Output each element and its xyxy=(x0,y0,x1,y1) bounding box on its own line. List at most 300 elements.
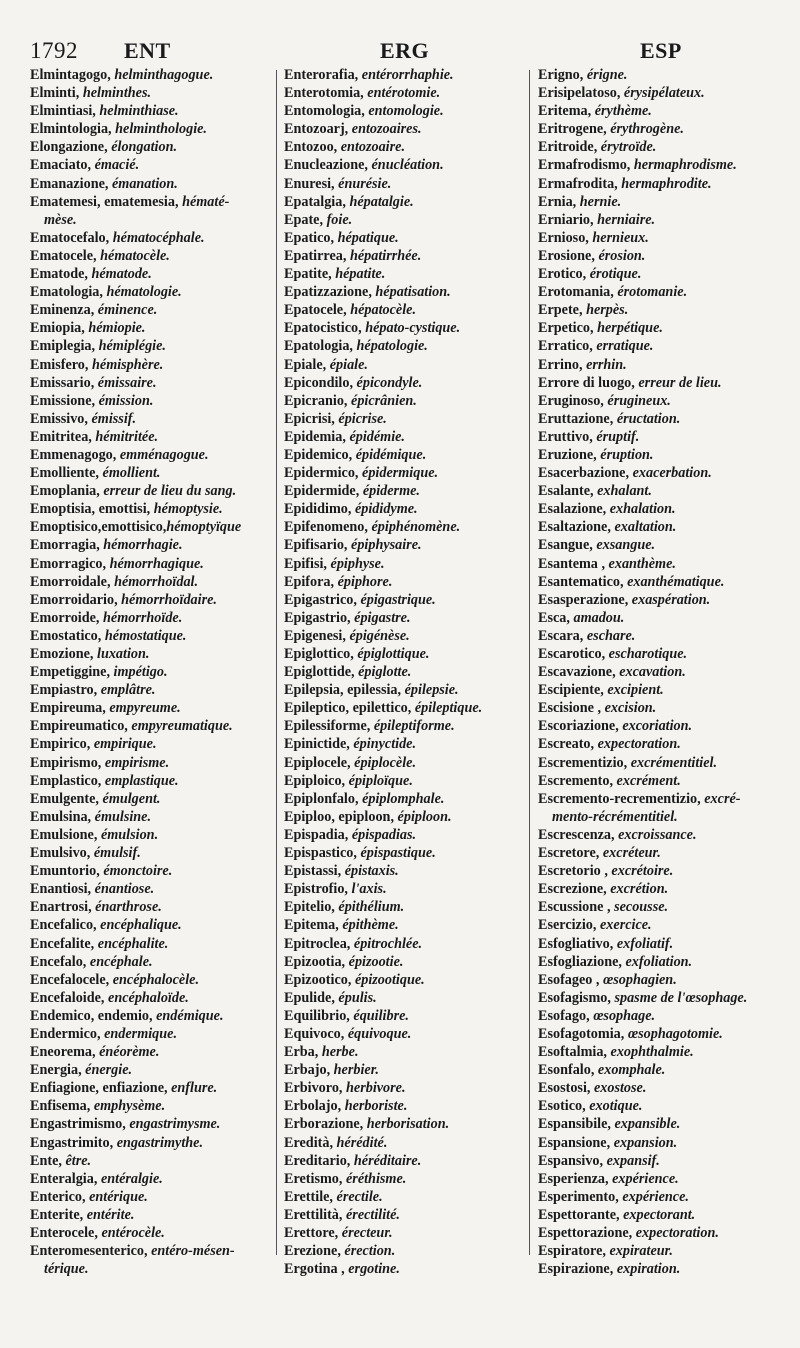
dictionary-entry xyxy=(30,428,292,446)
entry-translation: herbe. xyxy=(321,1044,359,1061)
entry-translation: helminthiase. xyxy=(99,103,179,120)
entry-term: Eruginoso, xyxy=(538,392,608,409)
dictionary-entry xyxy=(538,591,796,609)
entry-translation: exotique. xyxy=(589,1098,643,1115)
dictionary-entry xyxy=(538,536,796,554)
entry-translation: encéphalique. xyxy=(100,917,182,934)
entry-term: Epicondilo, xyxy=(284,374,357,391)
dictionary-entry xyxy=(538,193,796,211)
dictionary-entry xyxy=(538,138,796,156)
entry-term: Emisfero, xyxy=(30,356,92,373)
entry-term: Entomologia, xyxy=(284,103,369,120)
entry-translation: excipient. xyxy=(607,682,664,699)
entry-term: Epifisario, xyxy=(284,537,352,554)
dictionary-entry xyxy=(538,862,796,880)
dictionary-entry xyxy=(30,1134,292,1152)
dictionary-entry xyxy=(538,609,796,627)
dictionary-entry xyxy=(284,356,546,374)
entry-translation: entozoaire. xyxy=(340,139,405,156)
entry-term: Epatologia, xyxy=(284,338,357,355)
entry-term: Epatocistico, xyxy=(284,320,366,337)
entry-term: Emplastico, xyxy=(30,772,105,789)
entry-term: Epistrofio, xyxy=(284,881,352,898)
dictionary-entry xyxy=(538,645,796,663)
entry-term: Escretore, xyxy=(538,845,603,862)
entry-translation: exostose. xyxy=(593,1080,647,1097)
dictionary-entry xyxy=(30,717,292,735)
dictionary-entry xyxy=(538,410,796,428)
entry-translation: excréteur. xyxy=(602,845,661,862)
entry-term: Ernia, xyxy=(538,193,580,210)
dictionary-entry xyxy=(538,229,796,247)
entry-translation: œsophage. xyxy=(593,1007,656,1024)
entry-term: Enterocele, xyxy=(30,1225,102,1241)
entry-term: Erotico, xyxy=(538,266,590,283)
entry-term: Enuresi, xyxy=(284,175,339,192)
entry-term: Eretismo, xyxy=(284,1170,346,1187)
entry-term: Ermafrodismo, xyxy=(538,157,634,174)
entry-translation: expectoration. xyxy=(635,1225,719,1241)
entry-translation: exercice. xyxy=(600,917,652,934)
entry-term: Ermafrodita, xyxy=(538,175,622,192)
entry-translation: équilibre. xyxy=(353,1007,409,1024)
entry-term: Ente, xyxy=(30,1152,66,1169)
entry-translation: épistaxis. xyxy=(344,863,399,880)
dictionary-entry xyxy=(284,971,546,989)
dictionary-entry xyxy=(284,428,546,446)
entry-translation: mento-récrémentitiel. xyxy=(552,808,678,825)
entry-term: Eneorema, xyxy=(30,1044,100,1061)
entry-translation: épiploon. xyxy=(397,808,452,825)
entry-term: Epicrisi, xyxy=(284,410,339,427)
dictionary-entry xyxy=(284,898,546,916)
dictionary-entry xyxy=(284,446,546,464)
dictionary-entry xyxy=(538,971,796,989)
entry-term: Epilepsia, epilessia, xyxy=(284,682,405,699)
entry-translation: eschare. xyxy=(586,627,636,644)
entry-translation: errhin. xyxy=(586,356,627,373)
entry-term: Epidermico, xyxy=(284,465,363,482)
entry-term: Epiplonfalo, xyxy=(284,790,363,807)
entry-term: Eruzione, xyxy=(538,446,601,463)
dictionary-entry xyxy=(538,880,796,898)
entry-translation: héréditaire. xyxy=(353,1152,422,1169)
entry-translation: hémiplégie. xyxy=(98,338,166,355)
entry-term: Emmenagogo, xyxy=(30,446,120,463)
entry-translation: équivoque. xyxy=(347,1025,412,1042)
dictionary-entry xyxy=(538,1206,796,1224)
entry-translation: érotique. xyxy=(589,266,642,283)
entry-translation: hémostatique. xyxy=(104,627,187,644)
dictionary-entry xyxy=(30,971,292,989)
dictionary-entry xyxy=(30,211,292,229)
entry-translation: engastrimythe. xyxy=(116,1134,204,1151)
dictionary-entry xyxy=(30,1043,292,1061)
entry-translation: hémorrhoïdaire. xyxy=(121,591,217,608)
entry-translation: épiderme. xyxy=(362,483,420,500)
entry-term: Emorragico, xyxy=(30,555,110,572)
entry-translation: empyreumatique. xyxy=(131,718,233,735)
entry-term: Epitema, xyxy=(284,917,343,934)
entry-term: Epatizzazione, xyxy=(284,284,376,301)
entry-term: Elmintologia, xyxy=(30,121,116,138)
entry-translation: expansion. xyxy=(613,1134,678,1151)
entry-translation: hépato-cystique. xyxy=(365,320,461,337)
entry-translation: érectilité. xyxy=(346,1206,400,1223)
entry-term: Esalante, xyxy=(538,483,598,500)
entry-translation: luxation. xyxy=(97,646,150,662)
entry-term: Esfogliativo, xyxy=(538,935,617,952)
entry-translation: énergie. xyxy=(85,1062,133,1079)
entry-term: Emorroide, xyxy=(30,609,104,626)
dictionary-entry xyxy=(538,989,796,1007)
entry-translation: excroissance. xyxy=(618,826,697,843)
entry-term: Encefaloide, xyxy=(30,989,109,1006)
entry-term: Emitritea, xyxy=(30,428,96,445)
dictionary-entry xyxy=(30,337,292,355)
dictionary-entry xyxy=(284,1242,546,1260)
entry-term: Epate, xyxy=(284,211,327,228)
dictionary-entry xyxy=(30,156,292,174)
entry-term: Epizootia, xyxy=(284,953,349,970)
dictionary-entry xyxy=(284,193,546,211)
dictionary-entry xyxy=(30,518,292,536)
dictionary-entry xyxy=(30,862,292,880)
dictionary-entry xyxy=(284,591,546,609)
entry-translation: émonctoire. xyxy=(103,863,173,880)
entry-term: Esacerbazione, xyxy=(538,465,633,482)
dictionary-entry xyxy=(284,808,546,826)
entry-term: Esantematico, xyxy=(538,573,628,590)
entry-translation: expectorant. xyxy=(623,1206,696,1223)
dictionary-entry xyxy=(538,1242,796,1260)
dictionary-entry xyxy=(284,735,546,753)
dictionary-entry xyxy=(284,573,546,591)
entry-term: Epilessiforme, xyxy=(284,718,374,735)
entry-term: Espansibile, xyxy=(538,1116,615,1133)
entry-translation: encéphale. xyxy=(89,953,153,970)
entry-translation: helminthes. xyxy=(82,85,152,102)
entry-translation: érythrogène. xyxy=(610,121,684,138)
dictionary-entry xyxy=(538,446,796,464)
entry-term: Emulgente, xyxy=(30,790,103,807)
entry-term: Ematocele, xyxy=(30,247,101,264)
entry-term: Erosione, xyxy=(538,247,599,264)
dictionary-entry xyxy=(538,826,796,844)
running-head-right: ESP xyxy=(640,38,682,63)
dictionary-entry xyxy=(538,66,796,84)
entry-term: Ematocefalo, xyxy=(30,229,113,246)
dictionary-entry xyxy=(538,573,796,591)
dictionary-entry xyxy=(30,1079,292,1097)
entry-translation: hémorrhagie. xyxy=(103,537,183,554)
dictionary-entry xyxy=(30,464,292,482)
dictionary-entry xyxy=(284,500,546,518)
dictionary-entry xyxy=(284,211,546,229)
dictionary-entry xyxy=(538,265,796,283)
entry-term: Espiratore, xyxy=(538,1243,610,1260)
entry-term: Espettorazione, xyxy=(538,1225,636,1241)
dictionary-entry xyxy=(30,102,292,120)
entry-term: Elminti, xyxy=(30,85,83,102)
entry-term: Erisipelatoso, xyxy=(538,85,624,102)
entry-translation: exsangue. xyxy=(596,537,656,554)
entry-term: Enterico, xyxy=(30,1188,90,1205)
entry-term: Escrescenza, xyxy=(538,826,619,843)
dictionary-entry xyxy=(538,1115,796,1133)
entry-translation: hématologie. xyxy=(106,284,182,301)
dictionary-entry xyxy=(30,1025,292,1043)
dictionary-entry xyxy=(538,211,796,229)
dictionary-entry xyxy=(284,156,546,174)
entry-term: Elongazione, xyxy=(30,139,112,156)
entry-translation: exhalant. xyxy=(597,483,652,500)
dictionary-entry xyxy=(284,717,546,735)
dictionary-entry xyxy=(538,247,796,265)
dictionary-entry xyxy=(284,247,546,265)
dictionary-entry xyxy=(538,1061,796,1079)
dictionary-entry xyxy=(284,1188,546,1206)
entry-translation: énantiose. xyxy=(94,881,155,898)
entry-term: Errore di luogo, xyxy=(538,374,639,391)
entry-translation: épiale. xyxy=(329,356,368,373)
entry-translation: érotomanie. xyxy=(617,284,688,301)
dictionary-entry xyxy=(284,1097,546,1115)
entry-term: Epidermide, xyxy=(284,483,363,500)
entry-term: Epulide, xyxy=(284,989,339,1006)
entry-term: Endermico, xyxy=(30,1025,105,1042)
dictionary-entry xyxy=(30,356,292,374)
dictionary-entry xyxy=(30,1097,292,1115)
entry-term: Enterorafia, xyxy=(284,67,362,83)
entry-translation: énurésie. xyxy=(338,175,392,192)
entry-translation: hématocéphale. xyxy=(112,229,205,246)
entry-term: Empireuma, xyxy=(30,700,110,717)
entry-translation: entérotomie. xyxy=(367,85,441,102)
dictionary-entry xyxy=(284,66,546,84)
dictionary-entry xyxy=(30,1260,292,1278)
dictionary-entry xyxy=(284,229,546,247)
dictionary-entry xyxy=(30,410,292,428)
entry-term: Enteralgia, xyxy=(30,1170,101,1187)
entry-translation: épidémie. xyxy=(349,428,405,445)
entry-term: Eritroide, xyxy=(538,139,601,156)
dictionary-entry xyxy=(538,1188,796,1206)
entry-term: Epileptico, epilettico, xyxy=(284,700,415,717)
entry-translation: épithélium. xyxy=(338,899,405,916)
entry-translation: épidémique. xyxy=(355,446,427,463)
dictionary-entry xyxy=(538,464,796,482)
entry-translation: excrétion. xyxy=(610,881,669,898)
dictionary-entry xyxy=(538,699,796,717)
entry-term: Escremento-recrementizio, xyxy=(538,790,705,807)
dictionary-entry xyxy=(30,175,292,193)
entry-translation: ergotine. xyxy=(348,1261,400,1278)
entry-translation: épigastrique. xyxy=(360,591,436,608)
entry-translation: enflure. xyxy=(171,1080,218,1097)
dictionary-entry xyxy=(30,989,292,1007)
entry-translation: excré- xyxy=(704,790,741,807)
entry-translation: entomologie. xyxy=(368,103,444,120)
entry-term: Esofago, xyxy=(538,1007,594,1024)
entry-translation: endémique. xyxy=(156,1007,224,1024)
dictionary-entry xyxy=(30,500,292,518)
entry-term: Ergotina , xyxy=(284,1261,349,1278)
entry-translation: expansif. xyxy=(606,1152,660,1169)
entry-translation: énéorème. xyxy=(99,1044,160,1061)
dictionary-entry xyxy=(538,156,796,174)
entry-translation: expectoration. xyxy=(597,736,681,753)
dictionary-entry xyxy=(284,1134,546,1152)
entry-translation: exhalation. xyxy=(609,501,676,518)
entry-translation: épididyme. xyxy=(354,501,418,518)
entry-translation: exanthème. xyxy=(608,555,676,572)
entry-term: Epatalgia, xyxy=(284,193,350,210)
entry-term: Epiglottico, xyxy=(284,646,358,662)
entry-term: Epispadia, xyxy=(284,826,352,843)
entry-translation: expérience. xyxy=(612,1170,679,1187)
entry-term: Escussione , xyxy=(538,899,615,916)
entry-term: Esoftalmia, xyxy=(538,1044,611,1061)
entry-term: Espansione, xyxy=(538,1134,614,1151)
entry-translation: émacié. xyxy=(94,157,140,174)
dictionary-entry xyxy=(30,627,292,645)
entry-translation: épileptiforme. xyxy=(373,718,455,735)
entry-term: Esantema , xyxy=(538,555,609,572)
dictionary-entry xyxy=(30,193,292,211)
entry-term: Enartrosi, xyxy=(30,899,96,916)
dictionary-entry xyxy=(538,1079,796,1097)
dictionary-entry xyxy=(538,120,796,138)
entry-term: Esperienza, xyxy=(538,1170,613,1187)
dictionary-entry xyxy=(284,301,546,319)
entry-translation: hémorrhoïde. xyxy=(103,609,183,626)
dictionary-entry xyxy=(30,790,292,808)
dictionary-entry xyxy=(538,102,796,120)
entry-term: Equivoco, xyxy=(284,1025,348,1042)
entry-translation: émollient. xyxy=(102,465,161,482)
entry-translation: exfoliation. xyxy=(625,953,693,970)
dictionary-entry xyxy=(284,916,546,934)
entry-translation: hépatite. xyxy=(335,266,386,283)
entry-translation: érigne. xyxy=(586,67,628,83)
entry-term: Erettile, xyxy=(284,1188,337,1205)
dictionary-entry xyxy=(538,627,796,645)
dictionary-entry xyxy=(30,735,292,753)
dictionary-entry xyxy=(30,1188,292,1206)
entry-term: Epiale, xyxy=(284,356,330,373)
dictionary-entry xyxy=(538,482,796,500)
entry-term: Escavazione, xyxy=(538,664,620,681)
dictionary-entry xyxy=(30,120,292,138)
dictionary-entry xyxy=(284,772,546,790)
dictionary-entry xyxy=(284,464,546,482)
dictionary-entry xyxy=(284,862,546,880)
dictionary-entry xyxy=(284,1206,546,1224)
dictionary-entry xyxy=(284,1170,546,1188)
entry-translation: hémoptysie. xyxy=(153,501,223,518)
entry-term: Empirico, xyxy=(30,736,94,753)
dictionary-entry xyxy=(538,844,796,862)
entry-translation: entéralgie. xyxy=(100,1170,163,1187)
entry-term: Epistassi, xyxy=(284,863,345,880)
entry-translation: érosion. xyxy=(598,247,646,264)
entry-translation: épithème. xyxy=(342,917,399,934)
dictionary-entry xyxy=(30,265,292,283)
entry-translation: épicondyle. xyxy=(356,374,423,391)
dictionary-entry xyxy=(30,1007,292,1025)
entry-term: Esca, xyxy=(538,609,574,626)
dictionary-entry xyxy=(284,265,546,283)
dictionary-entry xyxy=(284,1224,546,1242)
dictionary-entry xyxy=(30,1224,292,1242)
entry-term: Enteromesenterico, xyxy=(30,1243,152,1260)
dictionary-entry xyxy=(538,500,796,518)
entry-term: Escarotico, xyxy=(538,646,609,662)
entry-translation: hépatirrhée. xyxy=(349,247,422,264)
entry-translation: exophthalmie. xyxy=(610,1044,694,1061)
entry-term: Epicranio, xyxy=(284,392,352,409)
dictionary-entry xyxy=(538,681,796,699)
entry-term: Epiploo, epiploon, xyxy=(284,808,398,825)
entry-term: Errino, xyxy=(538,356,587,373)
entry-term: Esaltazione, xyxy=(538,519,615,536)
dictionary-entry xyxy=(538,374,796,392)
dictionary-entry xyxy=(284,1079,546,1097)
entry-term: Eminenza, xyxy=(30,302,98,319)
entry-term: Emanazione, xyxy=(30,175,112,192)
entry-term: Escara, xyxy=(538,627,587,644)
entry-translation: épiphénomène. xyxy=(371,519,461,536)
entry-term: Erbolajo, xyxy=(284,1098,345,1115)
entry-term: Escipiente, xyxy=(538,682,608,699)
entry-translation: hémitritée. xyxy=(95,428,159,445)
dictionary-entry xyxy=(30,66,292,84)
dictionary-entry xyxy=(538,898,796,916)
dictionary-entry xyxy=(30,536,292,554)
dictionary-entry xyxy=(284,989,546,1007)
entry-translation: amadou. xyxy=(573,609,625,626)
entry-term: Enterite, xyxy=(30,1206,87,1223)
dictionary-entry xyxy=(30,645,292,663)
dictionary-entry xyxy=(284,1115,546,1133)
entry-term: Enfisema, xyxy=(30,1098,94,1115)
entry-translation: érectile. xyxy=(336,1188,383,1205)
dictionary-entry xyxy=(284,283,546,301)
entry-translation: œsophagotomie. xyxy=(627,1025,723,1042)
dictionary-entry xyxy=(30,573,292,591)
dictionary-entry xyxy=(538,1043,796,1061)
entry-translation: hématode. xyxy=(91,266,152,283)
dictionary-entry xyxy=(30,772,292,790)
entry-term: Esercizio, xyxy=(538,917,600,934)
entry-translation: hérédité. xyxy=(336,1134,388,1151)
entry-translation: empirisme. xyxy=(104,754,170,771)
dictionary-entry xyxy=(538,953,796,971)
entry-term: Equilibrio, xyxy=(284,1007,354,1024)
entry-term: Esasperazione, xyxy=(538,591,632,608)
dictionary-entry xyxy=(30,1152,292,1170)
entry-translation: émulsif. xyxy=(93,845,141,862)
entry-term: Erpete, xyxy=(538,302,587,319)
entry-translation: épidermique. xyxy=(362,465,439,482)
dictionary-entry xyxy=(538,319,796,337)
entry-translation: encéphaloïde. xyxy=(108,989,189,1006)
dictionary-entry xyxy=(284,935,546,953)
entry-translation: émulsine. xyxy=(94,808,152,825)
entry-translation: helminthagogue. xyxy=(114,67,214,83)
entry-translation: hémorrhoïdal. xyxy=(114,573,199,590)
